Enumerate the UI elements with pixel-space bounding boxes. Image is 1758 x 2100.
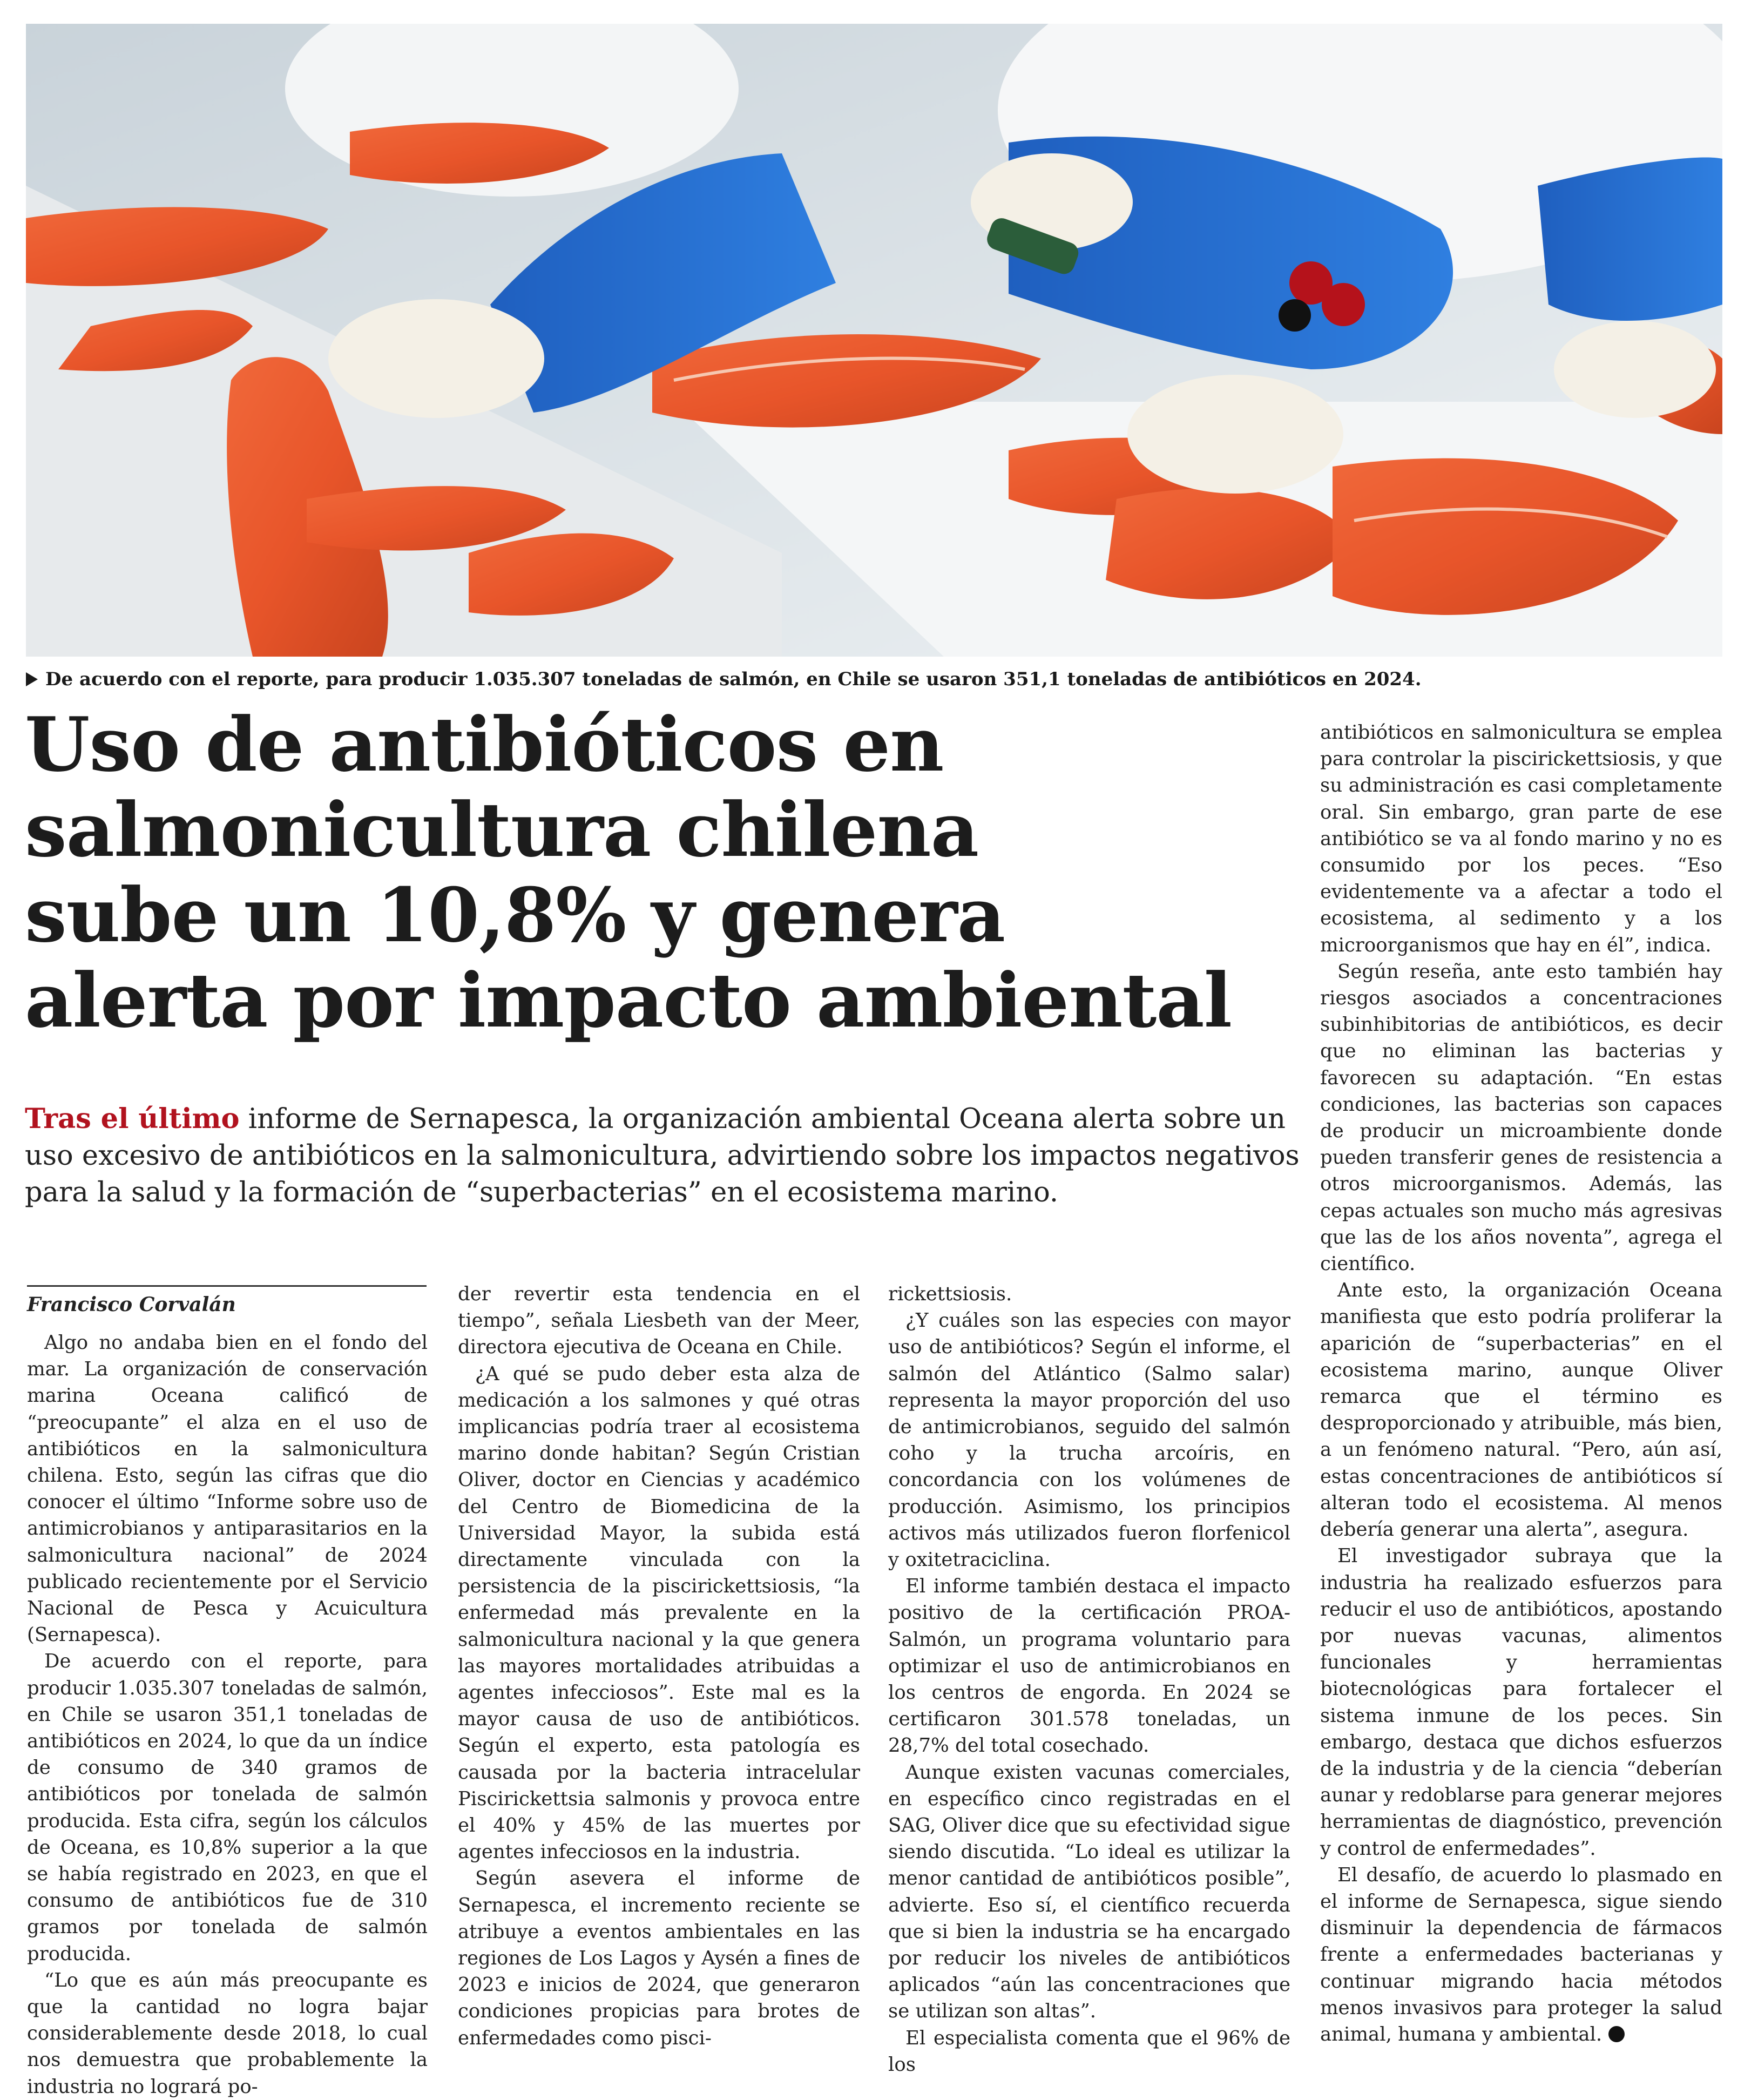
paragraph: rickettsiosis. bbox=[888, 1283, 1012, 1305]
final-paragraph-text: El desafío, de acuerdo lo plasmado en el informe de Sernapesca, sigue siendo disminuir la dependencia de fármacos frente a enfermedades bacterianas y continuar migrando hacia métodos menos invasivos para proteger la salud animal, humana y ambiental. bbox=[1320, 1863, 1722, 2045]
lead-text: informe de Sernapesca, la organización ambiental Oceana alerta sobre un uso excesivo de antibióticos en la salmonicultura, advirtiendo sobre los impactos negativos para la salud y la formación de “superbacterias” en el ecosistema marino. bbox=[25, 1103, 1300, 1208]
headline-line-1: Uso de antibióticos en bbox=[25, 700, 944, 788]
paragraph: ¿Y cuáles son las especies con mayor uso de antibióticos? Según el informe, el salmón del Atlántico (Salmo salar) representa la mayor proporción del uso de antimicrobianos, seguido del salmón coho y la trucha arcoíris, en concordancia con los volúmenes de producción. Asimismo, los principios activos más utilizados fueron florfenicol y oxitetraciclina. bbox=[888, 1309, 1290, 1571]
headline-line-2: salmonicultura chilena bbox=[25, 786, 979, 874]
byline: Francisco Corvalán bbox=[27, 1285, 427, 1322]
paragraph: “Lo que es aún más preocupante es que la cantidad no logra bajar considerablemente desde 2018, lo cual nos demuestra que probablemente la industria no logrará po- bbox=[27, 1969, 428, 2098]
column-2 bbox=[458, 1281, 860, 2051]
end-of-article-icon bbox=[1608, 2026, 1625, 2042]
column-3 bbox=[888, 1281, 1290, 2078]
lead-kicker: Tras el último bbox=[25, 1103, 240, 1135]
paragraph: Algo no andaba bien en el fondo del mar. La organización de conservación marina Oceana calificó de “preocupante” el alza en el uso de antibióticos en la salmonicultura chilena. Esto, según las cifras que dio conocer el último “Informe sobre uso de antimicrobianos y antiparasitarios en la salmonicultura nacional” de 2024 publicado recientemente por el Servicio Nacional de Pesca y Acuicultura (Sernapesca). bbox=[27, 1332, 428, 1646]
paragraph: Según asevera el informe de Sernapesca, el incremento reciente se atribuye a eventos ambientales en las regiones de Los Lagos y Aysén a fines de 2023 e inicios de 2024, que generaron condiciones propicias para brotes de enfermedades como pisci- bbox=[458, 1867, 860, 2049]
paragraph: De acuerdo con el reporte, para producir 1.035.307 toneladas de salmón, en Chile se usaron 351,1 toneladas de antibióticos en 2024, lo que da un índice de consumo de 340 gramos de antibióticos por tonelada de salmón producida. Esta cifra, según los cálculos de Oceana, es 10,8% superior a la que se había registrado en 2023, en que el consumo de antibióticos fue de 310 gramos por tonelada de salmón producida. bbox=[27, 1650, 428, 1965]
photo-caption bbox=[26, 663, 1721, 696]
paragraph: Ante esto, la organización Oceana manifiesta que esto podría proliferar la aparición de “superbacterias” en el ecosistema marino, aunque Oliver remarca que el término es desproporcionado y atribuible, más bien, a un fenómeno natural. “Pero, aún así, estas concentraciones de antibióticos sí alteran todo el ecosistema. Al menos debería generar una alerta”, asegura. bbox=[1320, 1279, 1722, 1541]
headline-line-3: sube un 10,8% y genera bbox=[25, 871, 1005, 959]
photo-caption-text: De acuerdo con el reporte, para producir 1.035.307 toneladas de salmón, en Chile se usaron 351,1 toneladas de antibióticos en 2024. bbox=[45, 669, 1422, 690]
column-1 bbox=[27, 1329, 428, 2100]
paragraph: Aunque existen vacunas comerciales, en específico cinco registradas en el SAG, Oliver dice que su efectividad sigue siendo discutida. “Lo ideal es utilizar la menor cantidad de antibióticos posible”, advierte. Eso sí, el científico recuerda que si bien la industria se ha encargado por reducir los niveles de antibióticos aplicados “aún las concentraciones que se utilizan son altas”. bbox=[888, 1761, 1290, 2023]
paragraph: der revertir esta tendencia en el tiempo”, señala Liesbeth van der Meer, directora ejecutiva de Oceana en Chile. bbox=[458, 1283, 860, 1359]
paragraph: Según reseña, ante esto también hay riesgos asociados a concentraciones subinhibitorias de antibióticos, es decir que no eliminan las bacterias y favorecen su adaptación. “En estas condiciones, las bacterias son capaces de producir un microambiente donde pueden transferir genes de resistencia a otros microorganismos. Además, las cepas actuales son mucho más agresivas que las de los años noventa”, agrega el científico. bbox=[1320, 960, 1722, 1275]
paragraph: El especialista comenta que el 96% de los bbox=[888, 2027, 1290, 2076]
paragraph: El investigador subraya que la industria ha realizado esfuerzos para reducir el uso de antibióticos, apostando por nuevas vacunas, alimentos funcionales y herramientas biotecnológicas para fortalecer el sistema inmune de los peces. Sin embargo, destaca que dichos esfuerzos de la industria y de la ciencia “deberían aunar y redoblarse para generar mejores herramientas de diagnóstico, prevención y control de enfermedades”. bbox=[1320, 1545, 1722, 1860]
lead-paragraph bbox=[25, 1100, 1310, 1211]
headline bbox=[25, 702, 1299, 1043]
paragraph: El informe también destaca el impacto positivo de la certificación PROA-Salmón, un programa voluntario para optimizar el uso de antimicrobianos en los centros de engorda. En 2024 se certificaron 301.578 toneladas, un 28,7% del total cosechado. bbox=[888, 1575, 1290, 1757]
paragraph: ¿A qué se pudo deber esta alza de medicación a los salmones y qué otras implicancias podría traer al ecosistema marino donde habitan? Según Cristian Oliver, doctor en Ciencias y académico del Centro de Biomedicina de la Universidad Mayor, la subida está directamente vinculada con la persistencia de la piscirickettsiosis, “la enfermedad más prevalente en la salmonicultura nacional y la que genera las mayores mortalidades atribuidas a agentes infecciosos”. Este mal es la mayor causa de uso de antibióticos. Según el experto, esta patología es causada por la bacteria intracelular Piscirickettsia salmonis y provoca entre el 40% y 45% de las muertes por agentes infecciosos en la industria. bbox=[458, 1362, 860, 1863]
column-4 bbox=[1320, 719, 1722, 2048]
headline-line-4: alerta por impacto ambiental bbox=[25, 956, 1232, 1044]
caption-triangle-icon bbox=[26, 672, 38, 686]
paragraph-final bbox=[1320, 1862, 1722, 2048]
salmon-processing-photo bbox=[26, 24, 1722, 657]
paragraph: antibióticos en salmonicultura se emplea para controlar la piscirickettsiosis, y que su administración es casi completamente oral. Sin embargo, gran parte de ese antibiótico se va al fondo marino y no es consumido por los peces. “Eso evidentemente va a afectar a todo el ecosistema, al sedimento y a los microorganismos que hay en él”, indica. bbox=[1320, 721, 1722, 956]
